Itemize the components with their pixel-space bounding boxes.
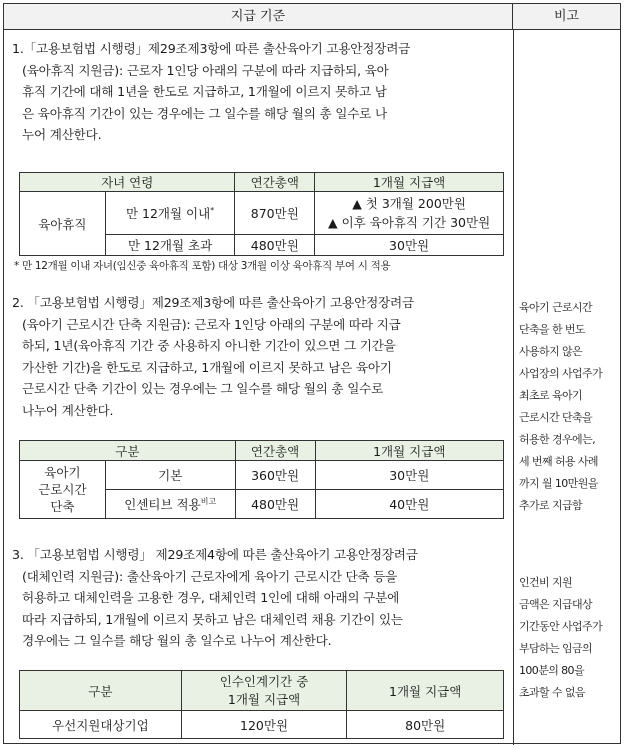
s3-header-monthly: 1개월 지급액 bbox=[347, 671, 504, 711]
section3-table bbox=[19, 670, 504, 739]
section3-line: 따라 지급하되, 1개월에 이르지 못하고 남은 대체인력 채용 기간이 있는 bbox=[22, 611, 403, 627]
remark-line: 허용한 경우에는, bbox=[519, 433, 595, 446]
s3-type-cell: 우선지원대상기업 bbox=[20, 711, 182, 739]
section2-line: 근로시간 단축 기간이 있는 경우에는 그 일수를 해당 월의 총 일수로 bbox=[22, 381, 384, 396]
section1-text bbox=[12, 38, 510, 146]
s2-row-label-line: 근로시간 bbox=[38, 482, 87, 497]
s3-header-type: 구분 bbox=[20, 671, 182, 711]
remark-line: 세 번째 허용 사례 bbox=[519, 455, 598, 468]
section2-table bbox=[19, 440, 504, 519]
s1-total-cell: 480만원 bbox=[235, 235, 315, 256]
section2-line: (육아기 근로시간 단축 지원금): 근로자 1인당 아래의 구분에 따라 지급 bbox=[22, 316, 401, 332]
s2-type-cell bbox=[105, 490, 235, 519]
section3-text bbox=[12, 544, 510, 652]
s2-row-label-line: 단축 bbox=[50, 499, 75, 514]
criteria-table bbox=[3, 3, 621, 744]
remark-line: 단축을 한 번도 bbox=[519, 323, 585, 336]
section2-line: 가산한 기간)을 한도로 지급하고, 1개월에 이르지 못하고 남은 육아기 bbox=[22, 359, 392, 375]
s1-age-mark: * bbox=[210, 205, 215, 215]
section1-line: 은 육아휴직 기간이 있는 경우에는 그 일수를 해당 월의 총 일수로 나 bbox=[22, 105, 387, 121]
s1-age-cell: 만 12개월 초과 bbox=[105, 235, 235, 256]
section3-line: 허용하고 대체인력을 고용한 경우, 대체인력 1인에 대해 아래의 구분에 bbox=[22, 590, 400, 605]
s1-row-label: 육아휴직 bbox=[20, 192, 106, 256]
s3-header-handover-line: 1개월 지급액 bbox=[227, 691, 301, 707]
s2-total-cell: 360만원 bbox=[235, 461, 315, 490]
header-criteria: 지급 기준 bbox=[4, 4, 513, 30]
s2-header-monthly: 1개월 지급액 bbox=[315, 441, 503, 461]
section3-line: 3. 「고용보험법 시행령」 제29조제4항에 따른 출산육아기 고용안정장려금 bbox=[12, 547, 418, 562]
s1-age-text: 만 12개월 이내 bbox=[125, 206, 211, 221]
remark-note-1 bbox=[519, 297, 623, 517]
s1-header-age: 자녀 연령 bbox=[20, 173, 235, 192]
s2-monthly-cell: 30만원 bbox=[315, 461, 503, 490]
table-header-row bbox=[4, 4, 620, 30]
s3-handover-cell: 120만원 bbox=[181, 711, 347, 739]
section2-line: 2. 「고용보험법 시행령」제29조제3항에 따른 출산육아기 고용안정장려금 bbox=[12, 295, 414, 310]
section1-table bbox=[19, 172, 504, 256]
remark-line: 최초로 육아기 bbox=[519, 389, 583, 402]
remark-line: 부담하는 임금의 bbox=[519, 642, 593, 655]
remark-line: 사업장의 사업주가 bbox=[519, 367, 603, 380]
remark-line: 근로시간 단축을 bbox=[519, 411, 593, 424]
s2-row-label bbox=[20, 461, 106, 519]
s2-total-cell: 480만원 bbox=[235, 490, 315, 519]
s3-monthly-cell: 80만원 bbox=[347, 711, 504, 739]
remark-line: 추가로 지급함 bbox=[519, 499, 583, 512]
remark-line: 초과할 수 없음 bbox=[519, 686, 585, 699]
remark-line: 까지 월 10만원을 bbox=[519, 477, 598, 490]
section1-line: (육아휴직 지원금): 근로자 1인당 아래의 구분에 따라 지급하되, 육아 bbox=[22, 62, 389, 78]
s1-header-monthly: 1개월 지급액 bbox=[315, 173, 504, 192]
section1-line: 누어 계산한다. bbox=[22, 127, 102, 142]
section3-line: 경우에는 그 일수를 해당 월의 총 일수로 나누어 계산한다. bbox=[22, 633, 332, 648]
s1-header-total: 연간총액 bbox=[235, 173, 315, 192]
s1-monthly-line: ▲ 이후 육아휴직 기간 30만원 bbox=[328, 215, 491, 230]
s1-age-cell bbox=[105, 192, 235, 235]
header-remarks: 비고 bbox=[553, 9, 580, 24]
s1-monthly-cell bbox=[315, 192, 504, 235]
s2-monthly-cell: 40만원 bbox=[315, 490, 503, 519]
remark-line: 기간동안 사업주가 bbox=[519, 620, 603, 633]
s2-type-cell: 기본 bbox=[105, 461, 235, 490]
section2-line: 나누어 계산한다. bbox=[22, 402, 114, 418]
s3-header-handover bbox=[181, 671, 347, 711]
remark-line: 금액은 지급대상 bbox=[519, 598, 593, 611]
remark-line: 사용하지 않은 bbox=[519, 345, 583, 358]
section1-footnote: * 만 12개월 이내 자녀(임신중 육아휴직 포함) 대상 3개월 이상 육아휴직 부여 시 적용 bbox=[14, 260, 391, 272]
s2-header-type: 구분 bbox=[20, 441, 236, 461]
column-divider bbox=[513, 30, 514, 745]
remark-note-2 bbox=[519, 572, 623, 704]
remark-line: 육아기 근로시간 bbox=[519, 301, 593, 314]
s3-header-handover-line: 인수인계기간 중 bbox=[219, 673, 309, 689]
section2-text bbox=[12, 292, 510, 421]
criteria-cell bbox=[4, 30, 513, 745]
s2-row-label-line: 육아기 bbox=[44, 465, 81, 480]
s2-type-mark: 비고 bbox=[200, 496, 217, 506]
section1-line: 휴직 기간에 대해 1년을 한도로 지급하고, 1개월에 이르지 못하고 남 bbox=[22, 84, 387, 99]
section1-line: 1.「고용보험법 시행령」제29조제3항에 따른 출산육아기 고용안정장려금 bbox=[12, 41, 411, 56]
section3-line: (대체인력 지원금): 출산육아기 근로자에게 육아기 근로시간 단축 등을 bbox=[22, 568, 398, 584]
s2-header-total: 연간총액 bbox=[235, 441, 315, 461]
section2-line: 하되, 1년(육아휴직 기간 중 사용하지 아니한 기간이 있으면 그 기간을 bbox=[22, 338, 396, 353]
s1-total-cell: 870만원 bbox=[235, 192, 315, 235]
s2-type-text: 인센티브 적용 bbox=[124, 497, 201, 512]
s1-monthly-line: ▲ 첫 3개월 200만원 bbox=[352, 196, 466, 211]
remark-line: 인건비 지원 bbox=[519, 576, 573, 589]
s1-monthly-cell: 30만원 bbox=[315, 235, 504, 256]
remark-line: 100분의 80을 bbox=[519, 664, 584, 677]
